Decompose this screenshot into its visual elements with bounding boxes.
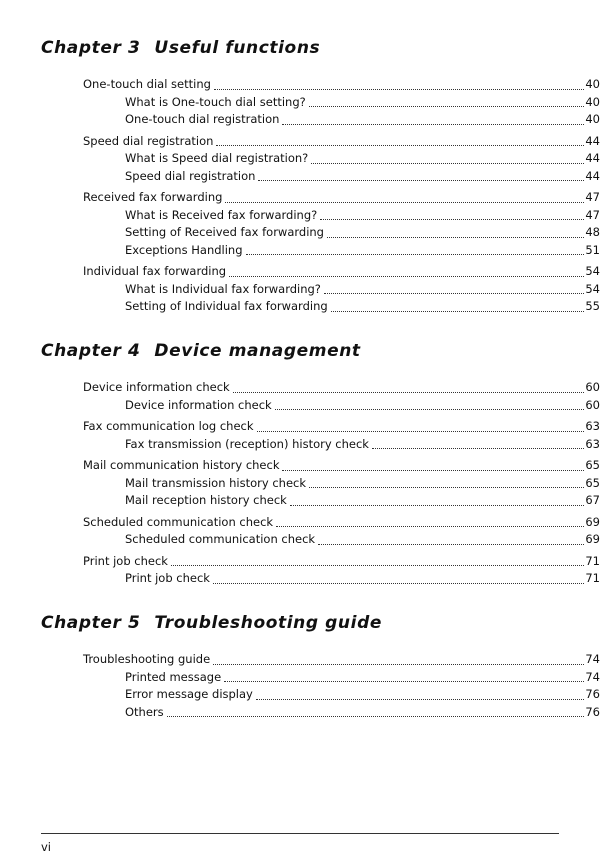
page-number: vi <box>41 840 52 854</box>
toc-entry-title: Print job check <box>125 571 210 585</box>
toc-subentry[interactable] <box>125 475 600 493</box>
toc-list <box>41 76 600 316</box>
dot-leader <box>276 516 584 528</box>
toc-entry-title: Fax transmission (reception) history check <box>125 436 369 451</box>
dot-leader <box>275 399 585 411</box>
toc-group <box>41 263 600 316</box>
toc-page-number: 40 <box>585 94 600 109</box>
toc-entry-title: One-touch dial registration <box>125 112 280 126</box>
chapter-5-section <box>41 612 600 725</box>
toc-subentry[interactable] <box>125 298 600 316</box>
toc-subentry[interactable] <box>125 168 600 186</box>
toc-subentry[interactable] <box>125 669 600 687</box>
toc-group <box>41 457 600 510</box>
toc-group <box>41 651 600 721</box>
dot-leader <box>327 227 584 239</box>
toc-subentry[interactable] <box>125 224 600 242</box>
toc-page-number: 55 <box>585 299 600 313</box>
toc-page-number: 44 <box>585 168 600 183</box>
toc-page-number: 76 <box>585 687 600 701</box>
dot-leader <box>214 79 584 91</box>
chapter-heading <box>41 612 581 634</box>
toc-entry-title: What is Individual fax forwarding? <box>125 281 321 296</box>
toc-group <box>41 553 600 588</box>
chapter-4-section <box>41 340 600 592</box>
toc-page-number: 76 <box>585 704 600 719</box>
toc-entry-title: Speed dial registration <box>83 133 214 148</box>
toc-page-number: 65 <box>585 475 600 490</box>
toc-entry-title: Scheduled communication check <box>125 532 316 546</box>
toc-entry[interactable] <box>83 189 600 207</box>
toc-page-number: 47 <box>585 207 600 222</box>
toc-group <box>41 379 600 414</box>
toc-group <box>41 133 600 186</box>
toc-subentry[interactable] <box>125 281 600 299</box>
chapter-heading <box>41 340 581 362</box>
chapter-number: Chapter 3 <box>41 38 141 58</box>
dot-leader <box>233 382 585 394</box>
toc-subentry[interactable] <box>125 436 600 454</box>
toc-entry-title: What is Speed dial registration? <box>125 151 309 165</box>
dot-leader <box>309 477 584 489</box>
chapter-3-section <box>41 37 600 320</box>
toc-page-number: 40 <box>585 112 600 126</box>
dot-leader <box>257 421 585 433</box>
toc-entry-title: Device information check <box>125 397 272 412</box>
toc-subentry[interactable] <box>125 570 600 588</box>
toc-group <box>41 514 600 549</box>
toc-page-number: 65 <box>585 458 600 472</box>
dot-leader <box>258 170 584 182</box>
toc-page-number: 48 <box>585 225 600 239</box>
dot-leader <box>167 706 585 718</box>
toc-entry-title: Mail transmission history check <box>125 475 307 490</box>
toc-group <box>41 76 600 129</box>
toc-subentry[interactable] <box>125 150 600 168</box>
chapter-title: Troubleshooting guide <box>154 613 382 633</box>
toc-page-number: 60 <box>585 380 600 394</box>
toc-entry-title: Exceptions Handling <box>125 242 243 257</box>
dot-leader <box>282 114 584 126</box>
toc-subentry[interactable] <box>125 492 600 510</box>
dot-leader <box>324 283 584 295</box>
toc-entry-title: Speed dial registration <box>125 168 256 183</box>
dot-leader <box>213 654 584 666</box>
toc-entry[interactable] <box>83 379 600 397</box>
dot-leader <box>282 460 584 472</box>
toc-subentry[interactable] <box>125 242 600 260</box>
toc-page-number: 67 <box>585 493 600 507</box>
toc-page-number: 74 <box>585 669 600 684</box>
chapter-title: Useful functions <box>154 38 321 58</box>
toc-entry[interactable] <box>83 133 600 151</box>
toc-list <box>41 651 600 721</box>
toc-entry-title: One-touch dial setting <box>83 77 211 91</box>
toc-entry-title: Mail communication history check <box>83 458 280 472</box>
dot-leader <box>256 689 585 701</box>
toc-page-number: 74 <box>585 652 600 666</box>
toc-entry[interactable] <box>83 553 600 571</box>
toc-group <box>41 418 600 453</box>
chapter-title: Device management <box>154 341 361 361</box>
toc-page-number: 54 <box>585 281 600 296</box>
toc-entry-title: Printed message <box>125 669 222 684</box>
dot-leader <box>311 153 584 165</box>
toc-page-number: 47 <box>585 190 600 204</box>
chapter-number: Chapter 5 <box>41 613 141 633</box>
toc-entry-title: What is One-touch dial setting? <box>125 94 306 109</box>
footer-divider <box>41 833 559 834</box>
dot-leader <box>171 555 584 567</box>
toc-page-number: 51 <box>585 242 600 257</box>
toc-page-number: 44 <box>585 133 600 148</box>
toc-entry-title: Setting of Received fax forwarding <box>125 225 324 239</box>
dot-leader <box>213 573 584 585</box>
dot-leader <box>290 495 585 507</box>
toc-page-number: 44 <box>585 151 600 165</box>
dot-leader <box>246 244 585 256</box>
dot-leader <box>216 135 584 147</box>
toc-page-number: 71 <box>585 571 600 585</box>
toc-entry-title: Mail reception history check <box>125 493 287 507</box>
toc-page-number: 69 <box>585 514 600 529</box>
chapter-number: Chapter 4 <box>41 341 141 361</box>
dot-leader <box>331 301 585 313</box>
toc-subentry[interactable] <box>125 207 600 225</box>
toc-page-number: 63 <box>585 436 600 451</box>
toc-entry-title: Troubleshooting guide <box>83 652 211 666</box>
dot-leader <box>229 266 584 278</box>
toc-entry-title: Device information check <box>83 380 230 394</box>
dot-leader <box>372 438 584 450</box>
dot-leader <box>320 209 584 221</box>
dot-leader <box>225 192 584 204</box>
dot-leader <box>309 96 585 108</box>
toc-entry-title: Others <box>125 704 164 719</box>
toc-entry[interactable] <box>83 457 600 475</box>
toc-entry-title: Setting of Individual fax forwarding <box>125 299 328 313</box>
toc-entry-title: Print job check <box>83 553 168 568</box>
dot-leader <box>224 671 584 683</box>
toc-page-number: 63 <box>585 419 600 433</box>
toc-entry-title: Received fax forwarding <box>83 190 223 204</box>
toc-subentry[interactable] <box>125 531 600 549</box>
toc-subentry[interactable] <box>125 111 600 129</box>
toc-list <box>41 379 600 588</box>
toc-page-number: 71 <box>585 553 600 568</box>
toc-page-number: 69 <box>585 532 600 546</box>
toc-entry-title: What is Received fax forwarding? <box>125 207 318 222</box>
toc-page-number: 54 <box>585 264 600 278</box>
dot-leader <box>318 534 584 546</box>
toc-entry-title: Scheduled communication check <box>83 514 274 529</box>
toc-entry[interactable] <box>83 514 600 532</box>
toc-subentry[interactable] <box>125 704 600 722</box>
toc-subentry[interactable] <box>125 686 600 704</box>
toc-subentry[interactable] <box>125 94 600 112</box>
toc-entry[interactable] <box>83 263 600 281</box>
toc-subentry[interactable] <box>125 397 600 415</box>
toc-group <box>41 189 600 259</box>
chapter-heading <box>41 37 581 59</box>
toc-entry-title: Fax communication log check <box>83 419 254 433</box>
toc-page-number: 40 <box>585 77 600 91</box>
toc-entry[interactable] <box>83 418 600 436</box>
toc-entry-title: Individual fax forwarding <box>83 264 227 278</box>
toc-entry[interactable] <box>83 76 600 94</box>
toc-entry-title: Error message display <box>125 687 253 701</box>
toc-page-number: 60 <box>585 397 600 412</box>
toc-entry[interactable] <box>83 651 600 669</box>
